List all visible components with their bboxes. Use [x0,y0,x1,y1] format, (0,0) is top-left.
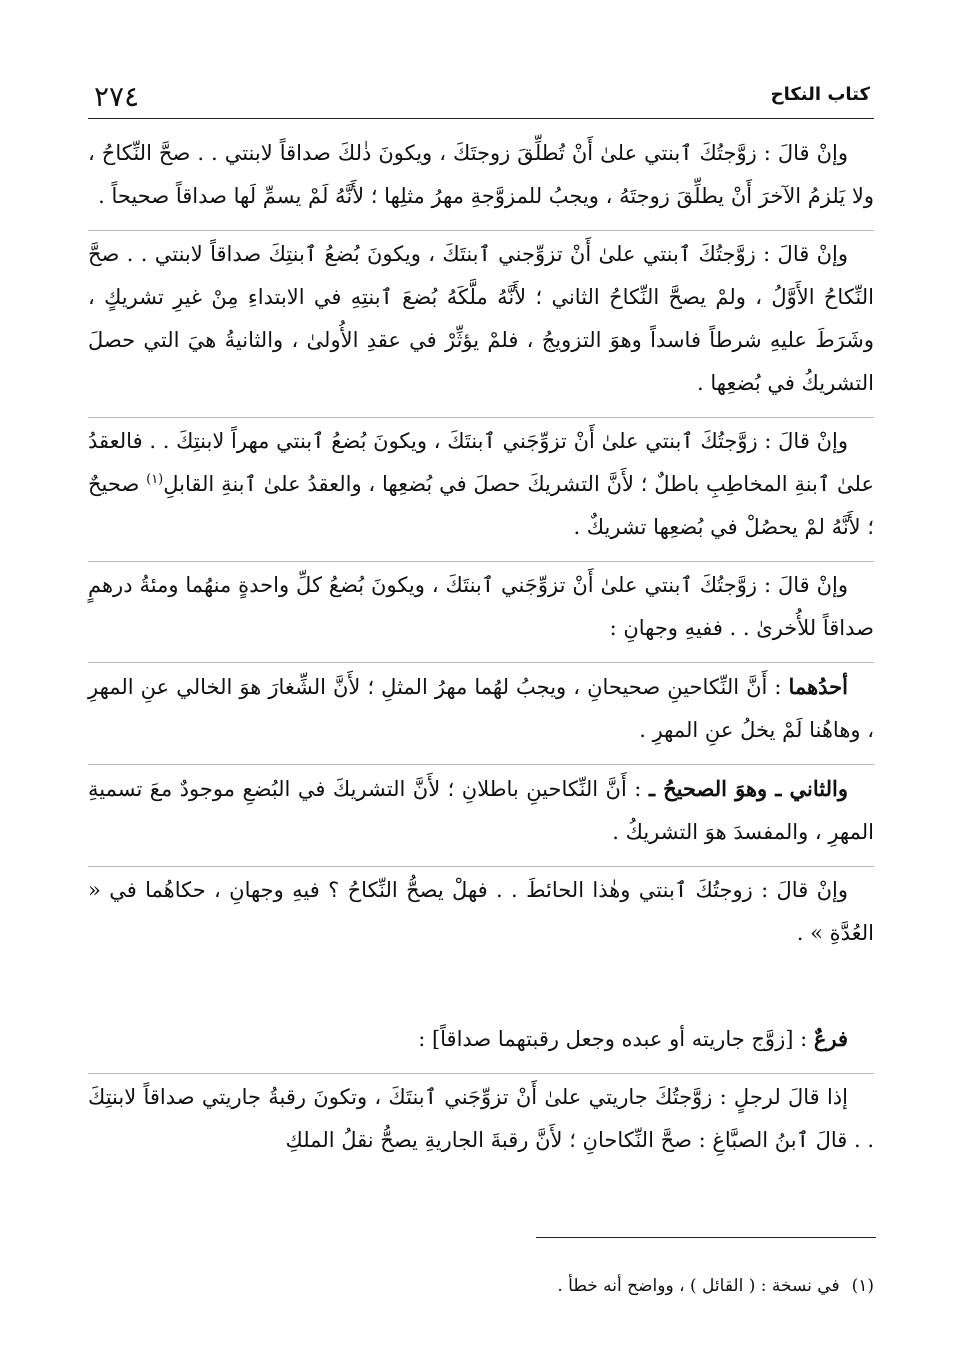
first-view-label: أحدُهما [788,674,848,699]
footnote-marker[interactable]: (١) [146,472,164,487]
footnote [88,1272,874,1300]
paragraph: وإنْ قالَ : زوَّجتُكَ ٱبنتي علىٰ أَنْ تزوِّجَني ٱبنتَكَ ، ويكونَ بُضعُ كلِّ واحدةٍ منهُما ومئةُ درهمٍ صداقاً للأُخرىٰ . . ففيهِ وجهانِ : [88,561,874,650]
footnote-number: (١) [851,1276,874,1296]
section-spacer [88,967,874,1017]
paragraph-text: صحيحٌ ؛ لأَنَّهُ لمْ يحصُلْ في بُضعِها تشريكٌ . [88,472,874,539]
main-text [88,132,874,1174]
paragraph: إذا قالَ لرجلٍ : زوَّجتُكَ جاريتي علىٰ أَنْ تزوِّجَني ٱبنتَكَ ، وتكونَ رقبةُ جاريتي صداقاً لابنتِكَ . . قالَ ٱبنُ الصبَّاغِ : صحَّ النِّكاحانِ ؛ لأَنَّ رقبةَ الجاريةِ يصحُّ نقلُ الملكِ [88,1073,874,1162]
paragraph [88,764,874,854]
paragraph [88,662,874,752]
page-header [88,78,874,119]
section-heading-text: : [زوَّج جاريته أو عبده وجعل رقبتهما صداقاً] : [418,1027,808,1051]
paragraph: وإنْ قالَ : زوَّجتُكَ ٱبنتي علىٰ أَنْ تُطلِّقَ زوجتَكَ ، ويكونَ ذٰلكَ صداقاً لابنتي . . صحَّ النِّكاحُ ، ولا يَلزمُ الآخرَ أَنْ يطلِّقَ زوجتَهُ ، ويجبُ للمزوَّجةِ مهرُ مثلِها ؛ لأَنَّهُ لَمْ يسمِّ لَها صداقاً صحيحاً . [88,141,874,208]
footnote-text: في نسخة : ( القائل ) ، وواضح أنه خطأ . [557,1276,840,1296]
paragraph-text: : أَنَّ النِّكاحينِ صحيحانِ ، ويجبُ لهُما مهرُ المثلِ ؛ لأَنَّ الشِّغارَ هوَ الخالي عنِ المهرِ ، وهاهُنا لَمْ يخلُ عنِ المهرِ . [88,675,874,742]
page-number: ٢٧٤ [94,80,140,113]
paragraph-text: وإنْ قالَ : زوَّجتُكَ ٱبنتي علىٰ أَنْ تزوِّجَني ٱبنتَكَ ، ويكونَ بُضعُ ٱبنتي مهراً لابنتِكَ . . فالعقدُ علىٰ ٱبنةِ المخاطِبِ باطلٌ ؛ لأَنَّ التشريكَ حصلَ في بُضعِها ، والعقدُ علىٰ ٱبنةِ القابلِ [88,429,874,496]
paragraph [88,417,874,549]
second-view-label: والثاني ـ وهوَ الصحيحُ ـ [648,776,848,801]
running-title: كتاب النكاح [770,84,870,105]
section-heading [88,1017,874,1061]
footnote-divider [536,1237,876,1238]
section-heading-label: فرعٌ [813,1026,848,1051]
paragraph-text: : أَنَّ النِّكاحينِ باطلانِ ؛ لأَنَّ التشريكَ في البُضعِ موجودٌ معَ تسميةِ المهرِ ، والمفسدَ هوَ التشريكُ . [88,777,874,844]
paragraph: وإنْ قالَ : زوجتُكَ ٱبنتي وهٰذا الحائطَ . . فهلْ يصحُّ النِّكاحُ ؟ فيهِ وجهانِ ، حكاهُما في « العُدَّةِ » . [88,866,874,955]
paragraph: وإنْ قالَ : زوَّجتُكَ ٱبنتي علىٰ أَنْ تزوِّجني ٱبنتَكَ ، ويكونَ بُضعُ ٱبنتِكَ صداقاً لابنتي . . صحَّ النِّكاحُ الأَوَّلُ ، ولمْ يصحَّ النِّكاحُ الثاني ؛ لأَنَّهُ ملَّكَهُ بُضعَ ٱبنتِهِ في الابتداءِ مِنْ غيرِ تشريكٍ ، وشَرَطَ عليهِ شرطاً فاسداً وهوَ التزويجُ ، فلمْ يؤثِّرْ في عقدِ الأُولىٰ ، والثانيةُ هيَ التي حصلَ التشريكُ في بُضعِها . [88,230,874,405]
